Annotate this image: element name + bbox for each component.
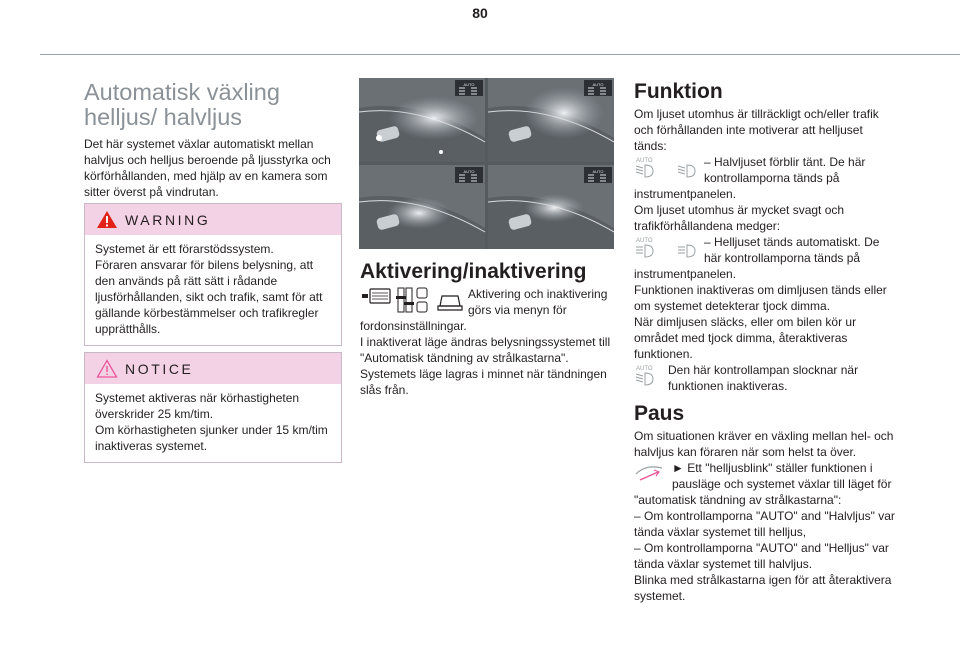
page-number: 80 bbox=[472, 5, 488, 21]
indicator-row-lowbeam bbox=[634, 154, 896, 186]
notice-triangle-icon bbox=[96, 359, 118, 378]
auto-highbeam-indicator-icon bbox=[634, 236, 696, 258]
auto-tag: AUTO bbox=[463, 82, 475, 87]
indicator-row-highbeam bbox=[634, 234, 896, 266]
pause-row bbox=[634, 460, 896, 492]
pause-para: Om situationen kräver en växling mellan hel- och halvljus kan föraren när som helst ta över. bbox=[634, 429, 894, 459]
auto-lowbeam-indicator-icon bbox=[634, 156, 696, 178]
activation-heading: Aktivering/inaktivering bbox=[360, 260, 587, 283]
auto-label: AUTO bbox=[636, 238, 653, 244]
intro-text: Det här systemet växlar automatiskt mellan halvljus och helljus beroende på ljusstyrka och körförhållanden, med hjälp av en kamera som sitter överst på vindrutan. bbox=[84, 137, 331, 199]
auto-tag: AUTO bbox=[592, 169, 604, 174]
function-para: När dimljusen släcks, eller om bilen kör ur området med tjock dimma, återaktiveras funktionen. bbox=[634, 315, 857, 361]
auto-label: AUTO bbox=[636, 158, 653, 164]
headlamp-flash-stalk-icon bbox=[634, 462, 666, 484]
function-para: Om ljuset utomhus är tillräckligt och/eller trafik och förhållanden inte motiverar att helljuset tänds: bbox=[634, 107, 879, 153]
indicator-text: Den här kontrollampan slocknar när funktionen inaktiveras. bbox=[668, 363, 859, 393]
indicator-text-cont: instrumentpanelen. bbox=[634, 267, 737, 281]
activation-text bbox=[360, 286, 615, 398]
notice-line: Om körhastigheten sjunker under 15 km/tim inaktiveras systemet. bbox=[95, 423, 328, 453]
auto-tag: AUTO bbox=[463, 169, 475, 174]
activation-first: Aktivering och inaktivering görs via menyn för bbox=[468, 287, 608, 317]
activation-heading-wrap bbox=[360, 260, 586, 284]
auto-label: AUTO bbox=[636, 366, 653, 372]
function-heading: Funktion bbox=[634, 80, 723, 103]
auto-indicator-icon bbox=[634, 364, 660, 386]
right-column bbox=[634, 80, 896, 604]
header-rule bbox=[40, 54, 960, 55]
section-title: Automatisk växling helljus/ halvljus bbox=[84, 79, 280, 130]
indicator-row-off bbox=[634, 362, 896, 394]
pause-item: – Om kontrollamporna "AUTO" and "Halvljus" var tända växlar systemet till helljus, bbox=[634, 509, 895, 539]
warning-line: Föraren ansvarar för bilens belysning, att den används på rätt sätt i rådande ljusförhållanden, sikt och trafik, samt för att gällande körbestämmelser och trafikregler upprätthålls. bbox=[95, 258, 323, 336]
notice-box bbox=[84, 352, 342, 463]
indicator-text: – Halvljuset förblir tänt. De här kontrollamporna tänds på bbox=[704, 155, 866, 185]
notice-header bbox=[85, 353, 341, 384]
notice-label: NOTICE bbox=[125, 361, 194, 377]
activation-paragraph: I inaktiverat läge ändras belysningssystemet till "Automatisk tändning av strålkastarna". bbox=[360, 335, 611, 365]
indicator-text-cont: instrumentpanelen. bbox=[634, 187, 737, 201]
warning-line: Systemet är ett förarstödssystem. bbox=[95, 242, 274, 256]
warning-label: WARNING bbox=[125, 212, 211, 228]
notice-body bbox=[85, 384, 341, 462]
pause-item: – Om kontrollamporna "AUTO" and "Helljus" var tända växlar systemet till halvljus. bbox=[634, 541, 889, 571]
pause-indicator-cont: "automatisk tändning av strålkastarna": bbox=[634, 493, 842, 507]
indicator-text: – Helljuset tänds automatiskt. De här kontrollamporna tänds på bbox=[704, 235, 880, 265]
left-column bbox=[84, 80, 344, 200]
pause-heading: Paus bbox=[634, 402, 685, 425]
pause-final: Blinka med strålkastarna igen för att återaktivera systemet. bbox=[634, 573, 892, 603]
warning-body bbox=[85, 235, 341, 345]
activation-rest: fordonsinställningar. bbox=[360, 319, 467, 333]
warning-header bbox=[85, 204, 341, 235]
notice-line: Systemet aktiveras när körhastigheten överskrider 25 km/tim. bbox=[95, 391, 300, 421]
activation-paragraph: Systemets läge lagras i minnet när tändningen slås från. bbox=[360, 367, 607, 397]
function-para: Om ljuset utomhus är mycket svagt och trafikförhållandena medger: bbox=[634, 203, 845, 233]
warning-box bbox=[84, 203, 342, 346]
warning-triangle-icon bbox=[96, 210, 118, 229]
function-para: Funktionen inaktiveras om dimljusen tänds eller om systemet detekterar tjock dimma. bbox=[634, 283, 887, 313]
auto-tag: AUTO bbox=[592, 82, 604, 87]
headlamp-illustration bbox=[359, 78, 614, 249]
pause-indicator-text: ► Ett "helljusblink" ställer funktionen i pausläge och systemet växlar till läget för bbox=[672, 461, 892, 491]
